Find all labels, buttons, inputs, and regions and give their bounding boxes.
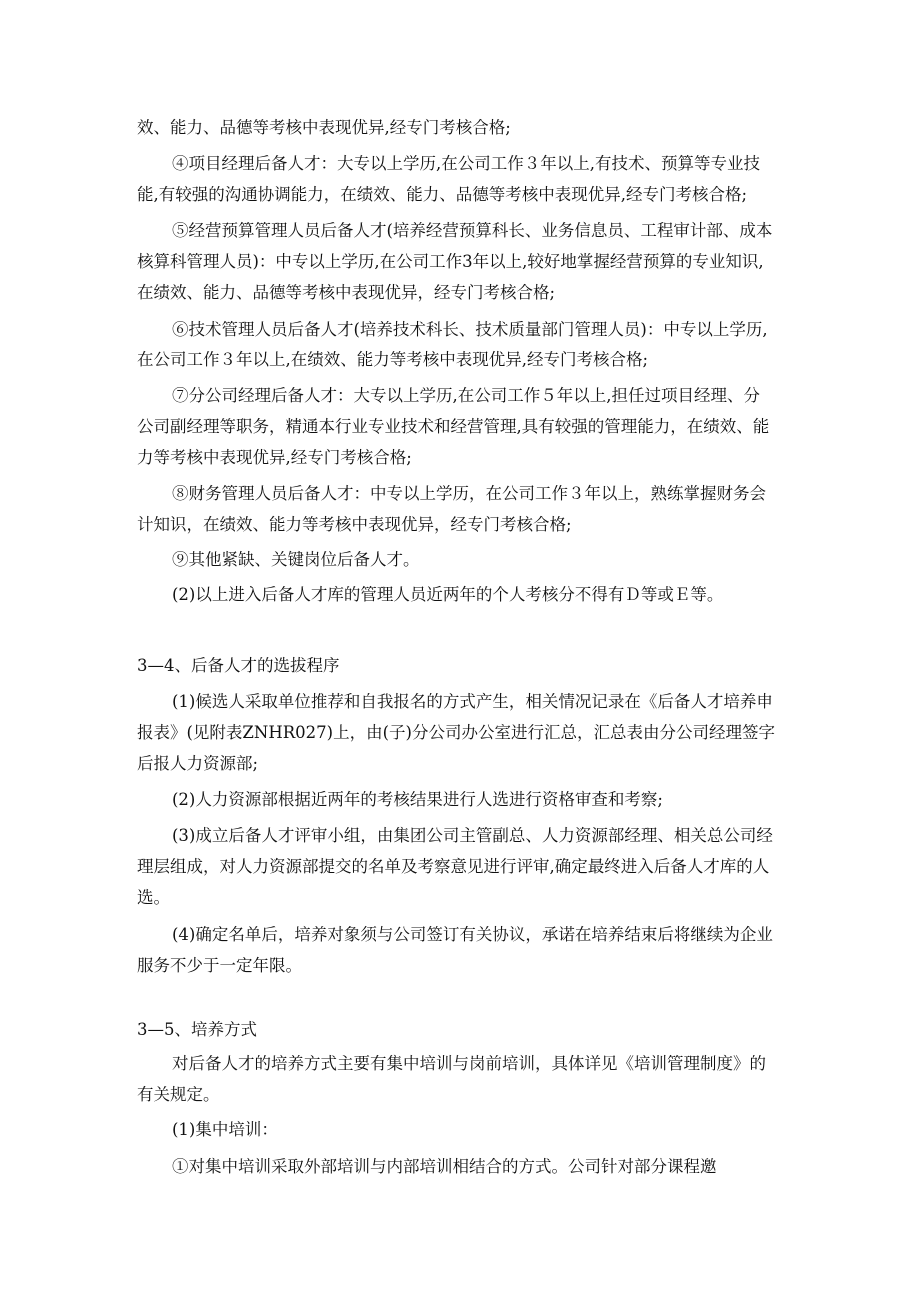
text-line: 效、能力、品德等考核中表现优异,经专门考核合格; [137, 118, 511, 137]
text-line: (2)人力资源部根据近两年的考核结果进行人选进行资格审查和考察; [172, 790, 663, 809]
text-line: ⑨其他紧缺、关键岗位后备人才。 [172, 550, 420, 569]
text-line: 在公司工作３年以上,在绩效、能力等考核中表现优异,经专门考核合格; [137, 350, 649, 369]
text-line: 能,有较强的沟通协调能力，在绩效、能力、品德等考核中表现优异,经专门考核合格; [137, 185, 748, 204]
text-line: ⑦分公司经理后备人才：大专以上学历,在公司工作５年以上,担任过项目经理、分 [172, 386, 760, 405]
text-line: (4)确定名单后，培养对象须与公司签订有关协议，承诺在培养结束后将继续为企业 [172, 925, 773, 944]
section-heading: 3—5、培养方式 [137, 1020, 257, 1039]
text-line: 选。 [137, 888, 170, 907]
text-line: 公司副经理等职务，精通本行业专业技术和经营管理,具有较强的管理能力，在绩效、能 [137, 417, 770, 436]
text-line: 报表》(见附表ZNHR027)上，由(子)分公司办公室进行汇总，汇总表由分公司经理签字 [137, 723, 775, 742]
text-line: (1)集中培训： [172, 1120, 278, 1139]
text-line: ①对集中培训采取外部培训与内部培训相结合的方式。公司针对部分课程邀 [172, 1157, 717, 1176]
text-line: 理层组成，对人力资源部提交的名单及考察意见进行评审,确定最终进入后备人才库的人 [137, 857, 770, 876]
text-line: 服务不少于一定年限。 [137, 956, 302, 975]
text-line: ⑧财务管理人员后备人才：中专以上学历，在公司工作３年以上，熟练掌握财务会 [172, 484, 766, 503]
text-line: 力等考核中表现优异,经专门考核合格; [137, 448, 412, 467]
section-heading: 3—4、后备人才的选拔程序 [137, 656, 340, 675]
text-line: 核算科管理人员)：中专以上学历,在公司工作3年以上,较好地掌握经营预算的专业知识, [137, 252, 764, 271]
text-line: ⑥技术管理人员后备人才(培养技术科长、技术质量部门管理人员)：中专以上学历, [172, 320, 768, 339]
text-line: 对后备人才的培养方式主要有集中培训与岗前培训，具体详见《培训管理制度》的 [172, 1054, 766, 1073]
text-line: ⑤经营预算管理人员后备人才(培养经营预算科长、业务信息员、工程审计部、成本 [172, 221, 773, 240]
text-line: ④项目经理后备人才：大专以上学历,在公司工作３年以上,有技术、预算等专业技 [172, 154, 760, 173]
text-line: 在绩效、能力、品德等考核中表现优异，经专门考核合格; [137, 283, 556, 302]
text-line: 计知识，在绩效、能力等考核中表现优异，经专门考核合格; [137, 515, 572, 534]
text-line: (1)候选人采取单位推荐和自我报名的方式产生，相关情况记录在《后备人才培养申 [172, 692, 773, 711]
text-line: 有关规定。 [137, 1085, 220, 1104]
text-line: (2)以上进入后备人才库的管理人员近两年的个人考核分不得有Ｄ等或Ｅ等。 [172, 585, 724, 604]
text-line: (3)成立后备人才评审小组，由集团公司主管副总、人力资源部经理、相关总公司经 [172, 826, 773, 845]
text-line: 后报人力资源部; [137, 754, 259, 773]
